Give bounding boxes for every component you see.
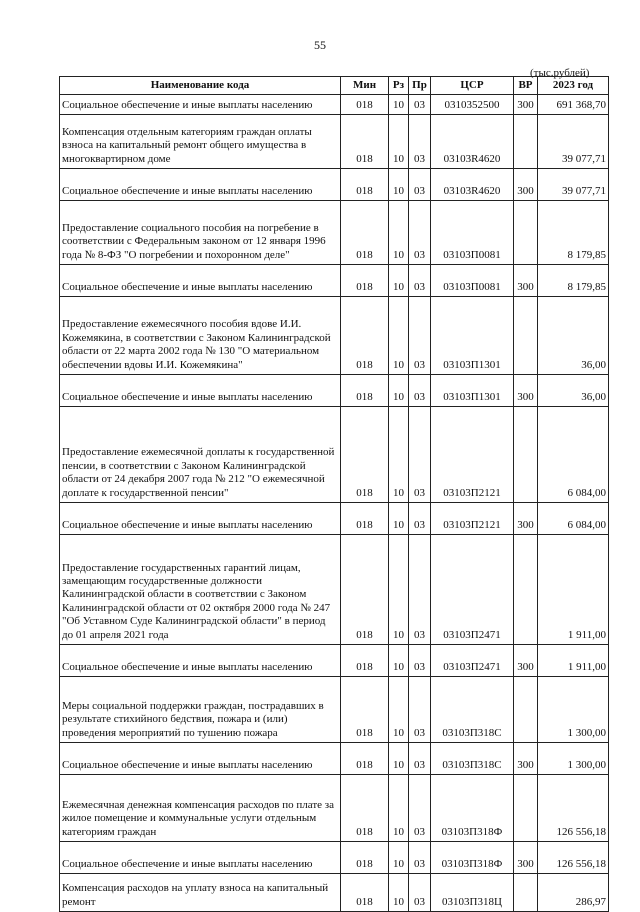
- cell-amount: 8 179,85: [538, 201, 609, 265]
- cell-vr: [514, 297, 538, 375]
- cell-amount: 6 084,00: [538, 407, 609, 503]
- cell-rz: 10: [389, 842, 409, 874]
- cell-min: 018: [341, 842, 389, 874]
- cell-pr: 03: [409, 169, 431, 201]
- table-row: [60, 297, 609, 375]
- table-row: [60, 677, 609, 743]
- cell-min: 018: [341, 775, 389, 842]
- col-header-pr: Пр: [409, 77, 431, 95]
- cell-amount: 8 179,85: [538, 265, 609, 297]
- cell-min: 018: [341, 169, 389, 201]
- cell-pr: 03: [409, 95, 431, 115]
- cell-csr: 0310352500: [431, 95, 514, 115]
- cell-vr: 300: [514, 645, 538, 677]
- cell-vr: 300: [514, 169, 538, 201]
- cell-pr: 03: [409, 265, 431, 297]
- cell-amount: 6 084,00: [538, 503, 609, 535]
- cell-rz: 10: [389, 874, 409, 912]
- cell-name: Социальное обеспечение и иные выплаты населению: [60, 645, 341, 677]
- table-row: [60, 201, 609, 265]
- cell-min: 018: [341, 115, 389, 169]
- cell-pr: 03: [409, 677, 431, 743]
- cell-rz: 10: [389, 95, 409, 115]
- cell-min: 018: [341, 201, 389, 265]
- cell-vr: 300: [514, 743, 538, 775]
- cell-vr: [514, 201, 538, 265]
- cell-rz: 10: [389, 677, 409, 743]
- cell-name: Социальное обеспечение и иные выплаты населению: [60, 743, 341, 775]
- cell-amount: 1 300,00: [538, 677, 609, 743]
- table-row: [60, 775, 609, 842]
- table-row: [60, 95, 609, 115]
- cell-min: 018: [341, 743, 389, 775]
- cell-name: Социальное обеспечение и иные выплаты населению: [60, 503, 341, 535]
- cell-min: 018: [341, 265, 389, 297]
- col-header-min: Мин: [341, 77, 389, 95]
- cell-rz: 10: [389, 169, 409, 201]
- cell-vr: [514, 407, 538, 503]
- cell-vr: 300: [514, 375, 538, 407]
- cell-vr: [514, 535, 538, 645]
- cell-csr: 03103П0081: [431, 201, 514, 265]
- cell-amount: 1 300,00: [538, 743, 609, 775]
- cell-name: Социальное обеспечение и иные выплаты населению: [60, 169, 341, 201]
- cell-min: 018: [341, 95, 389, 115]
- cell-csr: 03103П318Ф: [431, 842, 514, 874]
- cell-amount: 1 911,00: [538, 535, 609, 645]
- unit-note: (тыс.рублей): [530, 67, 590, 79]
- cell-amount: 36,00: [538, 297, 609, 375]
- cell-min: 018: [341, 645, 389, 677]
- cell-pr: 03: [409, 201, 431, 265]
- cell-min: 018: [341, 874, 389, 912]
- cell-rz: 10: [389, 201, 409, 265]
- page-number: 55: [314, 38, 326, 52]
- cell-vr: 300: [514, 95, 538, 115]
- cell-csr: 03103П2471: [431, 645, 514, 677]
- cell-min: 018: [341, 297, 389, 375]
- cell-amount: 691 368,70: [538, 95, 609, 115]
- cell-vr: [514, 874, 538, 912]
- cell-vr: [514, 775, 538, 842]
- cell-amount: 39 077,71: [538, 169, 609, 201]
- cell-min: 018: [341, 503, 389, 535]
- cell-csr: 03103П2121: [431, 407, 514, 503]
- cell-amount: 39 077,71: [538, 115, 609, 169]
- cell-name: Компенсация отдельным категориям граждан оплаты взноса на капитальный ремонт общего имущества в многоквартирном доме: [60, 115, 341, 169]
- cell-pr: 03: [409, 535, 431, 645]
- cell-csr: 03103П318Ф: [431, 775, 514, 842]
- table-row: [60, 407, 609, 503]
- cell-name: Социальное обеспечение и иные выплаты населению: [60, 842, 341, 874]
- table-row: [60, 503, 609, 535]
- cell-rz: 10: [389, 503, 409, 535]
- col-header-rz: Рз: [389, 77, 409, 95]
- col-header-csr: ЦСР: [431, 77, 514, 95]
- cell-vr: 300: [514, 842, 538, 874]
- cell-pr: 03: [409, 874, 431, 912]
- cell-rz: 10: [389, 297, 409, 375]
- cell-name: Предоставление социального пособия на погребение в соответствии с Федеральным законом от 12 января 1996 года № 8-ФЗ "О погребении и похоронном деле": [60, 201, 341, 265]
- cell-amount: 126 556,18: [538, 775, 609, 842]
- cell-csr: 03103П0081: [431, 265, 514, 297]
- cell-pr: 03: [409, 503, 431, 535]
- cell-amount: 1 911,00: [538, 645, 609, 677]
- col-header-name: Наименование кода: [60, 77, 341, 95]
- budget-table: [59, 76, 609, 912]
- cell-pr: 03: [409, 407, 431, 503]
- cell-rz: 10: [389, 375, 409, 407]
- cell-csr: 03103П2471: [431, 535, 514, 645]
- cell-vr: 300: [514, 503, 538, 535]
- table-row: [60, 169, 609, 201]
- cell-pr: 03: [409, 297, 431, 375]
- cell-csr: 03103R4620: [431, 115, 514, 169]
- cell-name: Меры социальной поддержки граждан, пострадавших в результате стихийного бедствия, пожара и (или) проведения мероприятий по тушению пожара: [60, 677, 341, 743]
- cell-vr: [514, 115, 538, 169]
- table-row: [60, 265, 609, 297]
- cell-name: Компенсация расходов на уплату взноса на капитальный ремонт: [60, 874, 341, 912]
- cell-name: Социальное обеспечение и иные выплаты населению: [60, 375, 341, 407]
- cell-rz: 10: [389, 265, 409, 297]
- table-row: [60, 645, 609, 677]
- cell-pr: 03: [409, 115, 431, 169]
- cell-csr: 03103П1301: [431, 297, 514, 375]
- cell-csr: 03103П318Ц: [431, 874, 514, 912]
- cell-name: Социальное обеспечение и иные выплаты населению: [60, 95, 341, 115]
- cell-name: Предоставление ежемесячного пособия вдове И.И. Кожемякина, в соответствии с Законом Калининградской области от 22 марта 2002 года № 130 "О материальном обеспечении вдовы И.И. Кожемякина": [60, 297, 341, 375]
- cell-min: 018: [341, 677, 389, 743]
- cell-min: 018: [341, 407, 389, 503]
- cell-pr: 03: [409, 743, 431, 775]
- cell-rz: 10: [389, 743, 409, 775]
- cell-vr: [514, 677, 538, 743]
- cell-min: 018: [341, 375, 389, 407]
- cell-pr: 03: [409, 842, 431, 874]
- cell-rz: 10: [389, 115, 409, 169]
- cell-pr: 03: [409, 775, 431, 842]
- table-row: [60, 874, 609, 912]
- cell-amount: 286,97: [538, 874, 609, 912]
- table-row: [60, 743, 609, 775]
- col-header-vr: ВР: [514, 77, 538, 95]
- cell-pr: 03: [409, 375, 431, 407]
- cell-name: Ежемесячная денежная компенсация расходов по плате за жилое помещение и коммунальные услуги отдельным категориям граждан: [60, 775, 341, 842]
- cell-amount: 126 556,18: [538, 842, 609, 874]
- cell-pr: 03: [409, 645, 431, 677]
- table-row: [60, 375, 609, 407]
- cell-csr: 03103П318С: [431, 677, 514, 743]
- table-row: [60, 115, 609, 169]
- cell-csr: 03103R4620: [431, 169, 514, 201]
- cell-rz: 10: [389, 645, 409, 677]
- table-header-row: [60, 77, 609, 95]
- cell-amount: 36,00: [538, 375, 609, 407]
- cell-name: Социальное обеспечение и иные выплаты населению: [60, 265, 341, 297]
- cell-name: Предоставление ежемесячной доплаты к государственной пенсии, в соответствии с Законом Калининградской области от 24 декабря 2007 года № 212 "О ежемесячной доплате к государственной пенсии": [60, 407, 341, 503]
- table-row: [60, 535, 609, 645]
- cell-name: Предоставление государственных гарантий лицам, замещающим государственные должности Калининградской области в соответствии с Законом Калининградской области от 02 октября 2000 года № 247 "Об Уставном Суде Калининградской области" в период до 01 апреля 2021 года: [60, 535, 341, 645]
- cell-rz: 10: [389, 775, 409, 842]
- cell-csr: 03103П1301: [431, 375, 514, 407]
- table-row: [60, 842, 609, 874]
- cell-rz: 10: [389, 535, 409, 645]
- col-header-amount: 2023 год: [538, 77, 609, 95]
- cell-csr: 03103П2121: [431, 503, 514, 535]
- cell-csr: 03103П318С: [431, 743, 514, 775]
- cell-rz: 10: [389, 407, 409, 503]
- cell-min: 018: [341, 535, 389, 645]
- cell-vr: 300: [514, 265, 538, 297]
